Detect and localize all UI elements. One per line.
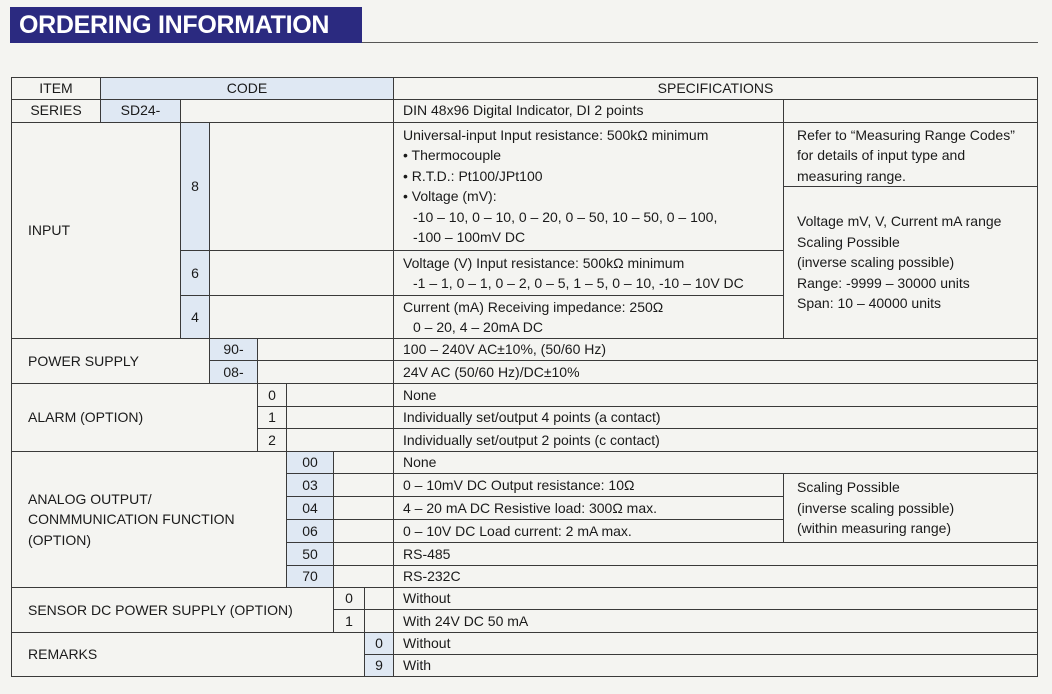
- analog-row: [12, 452, 1038, 474]
- alarm-spec: Individually set/output 2 points (c contact): [394, 429, 1038, 452]
- remarks-spec: Without: [394, 633, 1038, 655]
- analog-note-line: Scaling Possible: [797, 479, 900, 496]
- input-code-8-blank: [210, 122, 394, 251]
- input-code-6-blank: [210, 251, 394, 296]
- input-spec-8-line: • R.T.D.: Pt100/JPt100: [403, 167, 543, 184]
- alarm-code-blank: [287, 384, 394, 407]
- analog-note-line: (within measuring range): [797, 520, 952, 537]
- input-note-line: Refer to “Measuring Range Codes”: [797, 126, 1015, 143]
- power-code: 90-: [210, 339, 258, 361]
- input-spec-6-line: Voltage (V) Input resistance: 500kΩ minimum: [403, 254, 685, 271]
- input-code-4-blank: [210, 296, 394, 339]
- analog-code-blank: [334, 566, 394, 588]
- series-row: [12, 99, 1038, 122]
- input-spec-4-line: 0 – 20, 4 – 20mA DC: [413, 319, 543, 335]
- analog-code-blank: [334, 543, 394, 566]
- sensor-code-blank: [365, 588, 394, 610]
- analog-spec: RS-485: [394, 543, 1038, 566]
- analog-spec: 0 – 10mV DC Output resistance: 10Ω: [394, 474, 784, 497]
- input-code-8: 8: [181, 122, 210, 251]
- sensor-row: [12, 588, 1038, 610]
- remarks-spec: With: [394, 655, 1038, 677]
- remarks-row: [12, 633, 1038, 655]
- analog-code: 50: [287, 543, 334, 566]
- input-note-line: for details of input type and: [797, 147, 966, 163]
- analog-spec: RS-232C: [394, 566, 1038, 588]
- analog-code: 03: [287, 474, 334, 497]
- input-spec-4-line: Current (mA) Receiving impedance: 250Ω: [403, 298, 664, 315]
- power-code-blank: [258, 361, 394, 384]
- header-row: [12, 78, 1038, 100]
- remarks-code: 0: [365, 633, 394, 655]
- sensor-spec: With 24V DC 50 mA: [394, 610, 1038, 633]
- sensor-item: SENSOR DC POWER SUPPLY (OPTION): [12, 588, 334, 633]
- remarks-item: REMARKS: [12, 633, 365, 677]
- alarm-code: 1: [258, 407, 287, 429]
- sensor-spec: Without: [394, 588, 1038, 610]
- series-note-blank: [784, 99, 1038, 122]
- input-note-line: Scaling Possible: [797, 233, 900, 250]
- input-note-line: Range: -9999 – 30000 units: [797, 274, 970, 291]
- alarm-row: [12, 384, 1038, 407]
- page-title: ORDERING INFORMATION: [10, 7, 362, 43]
- analog-code-blank: [334, 452, 394, 474]
- input-spec-8-line: • Voltage (mV):: [403, 188, 497, 204]
- header-item: ITEM: [12, 78, 101, 100]
- analog-item: [12, 452, 287, 588]
- power-code: 08-: [210, 361, 258, 384]
- analog-code-blank: [334, 497, 394, 520]
- power-spec: 24V AC (50/60 Hz)/DC±10%: [394, 361, 1038, 384]
- title-bar: [10, 7, 1038, 43]
- input-spec-8-line: -10 – 10, 0 – 10, 0 – 20, 0 – 50, 10 – 50, 0 – 100,: [413, 208, 718, 225]
- series-code: SD24-: [101, 99, 181, 122]
- analog-code: 00: [287, 452, 334, 474]
- analog-item-line: ANALOG OUTPUT/: [28, 490, 152, 507]
- input-spec-6: [394, 251, 784, 296]
- power-row: [12, 339, 1038, 361]
- input-note-line: Voltage mV, V, Current mA range: [797, 213, 1002, 230]
- analog-item-line: CONMMUNICATION FUNCTION: [28, 511, 235, 528]
- input-spec-6-line: -1 – 1, 0 – 1, 0 – 2, 0 – 5, 1 – 5, 0 – 10, -10 – 10V DC: [413, 275, 744, 291]
- sensor-code: 1: [334, 610, 365, 633]
- input-spec-8: [394, 122, 784, 251]
- input-spec-8-line: Universal-input Input resistance: 500kΩ minimum: [403, 126, 709, 143]
- title-underline: [362, 42, 1038, 43]
- analog-spec: 0 – 10V DC Load current: 2 mA max.: [394, 520, 784, 543]
- power-code-blank: [258, 339, 394, 361]
- series-item: SERIES: [12, 99, 101, 122]
- input-note-line: measuring range.: [797, 167, 906, 184]
- header-specifications: SPECIFICATIONS: [394, 78, 1038, 100]
- input-row-8: [12, 122, 1038, 187]
- analog-note-line: (inverse scaling possible): [797, 499, 955, 516]
- header-code: CODE: [101, 78, 394, 100]
- remarks-code: 9: [365, 655, 394, 677]
- power-spec: 100 – 240V AC±10%, (50/60 Hz): [394, 339, 1038, 361]
- analog-code-blank: [334, 474, 394, 497]
- series-code-blank: [181, 99, 394, 122]
- alarm-spec: Individually set/output 4 points (a contact): [394, 407, 1038, 429]
- series-spec: DIN 48x96 Digital Indicator, DI 2 points: [394, 99, 784, 122]
- alarm-code: 0: [258, 384, 287, 407]
- analog-code: 70: [287, 566, 334, 588]
- input-note-line: (inverse scaling possible): [797, 254, 955, 271]
- alarm-item: ALARM (OPTION): [12, 384, 258, 452]
- analog-spec: None: [394, 452, 1038, 474]
- analog-note: [784, 474, 1038, 543]
- input-note-line: Span: 10 – 40000 units: [797, 295, 942, 312]
- input-note-range-codes: [784, 122, 1038, 187]
- analog-spec: 4 – 20 mA DC Resistive load: 300Ω max.: [394, 497, 784, 520]
- input-code-6: 6: [181, 251, 210, 296]
- input-item: INPUT: [12, 122, 181, 339]
- ordering-table: [11, 77, 1038, 677]
- analog-code: 06: [287, 520, 334, 543]
- analog-code: 04: [287, 497, 334, 520]
- power-item: POWER SUPPLY: [12, 339, 210, 384]
- input-code-4: 4: [181, 296, 210, 339]
- input-spec-8-line: -100 – 100mV DC: [413, 229, 526, 245]
- input-spec-4: [394, 296, 784, 339]
- analog-code-blank: [334, 520, 394, 543]
- analog-item-line: (OPTION): [28, 531, 91, 548]
- alarm-spec: None: [394, 384, 1038, 407]
- sensor-code-blank: [365, 610, 394, 633]
- input-spec-8-line: • Thermocouple: [403, 147, 502, 163]
- alarm-code-blank: [287, 429, 394, 452]
- sensor-code: 0: [334, 588, 365, 610]
- alarm-code-blank: [287, 407, 394, 429]
- alarm-code: 2: [258, 429, 287, 452]
- input-note-scaling: [784, 187, 1038, 339]
